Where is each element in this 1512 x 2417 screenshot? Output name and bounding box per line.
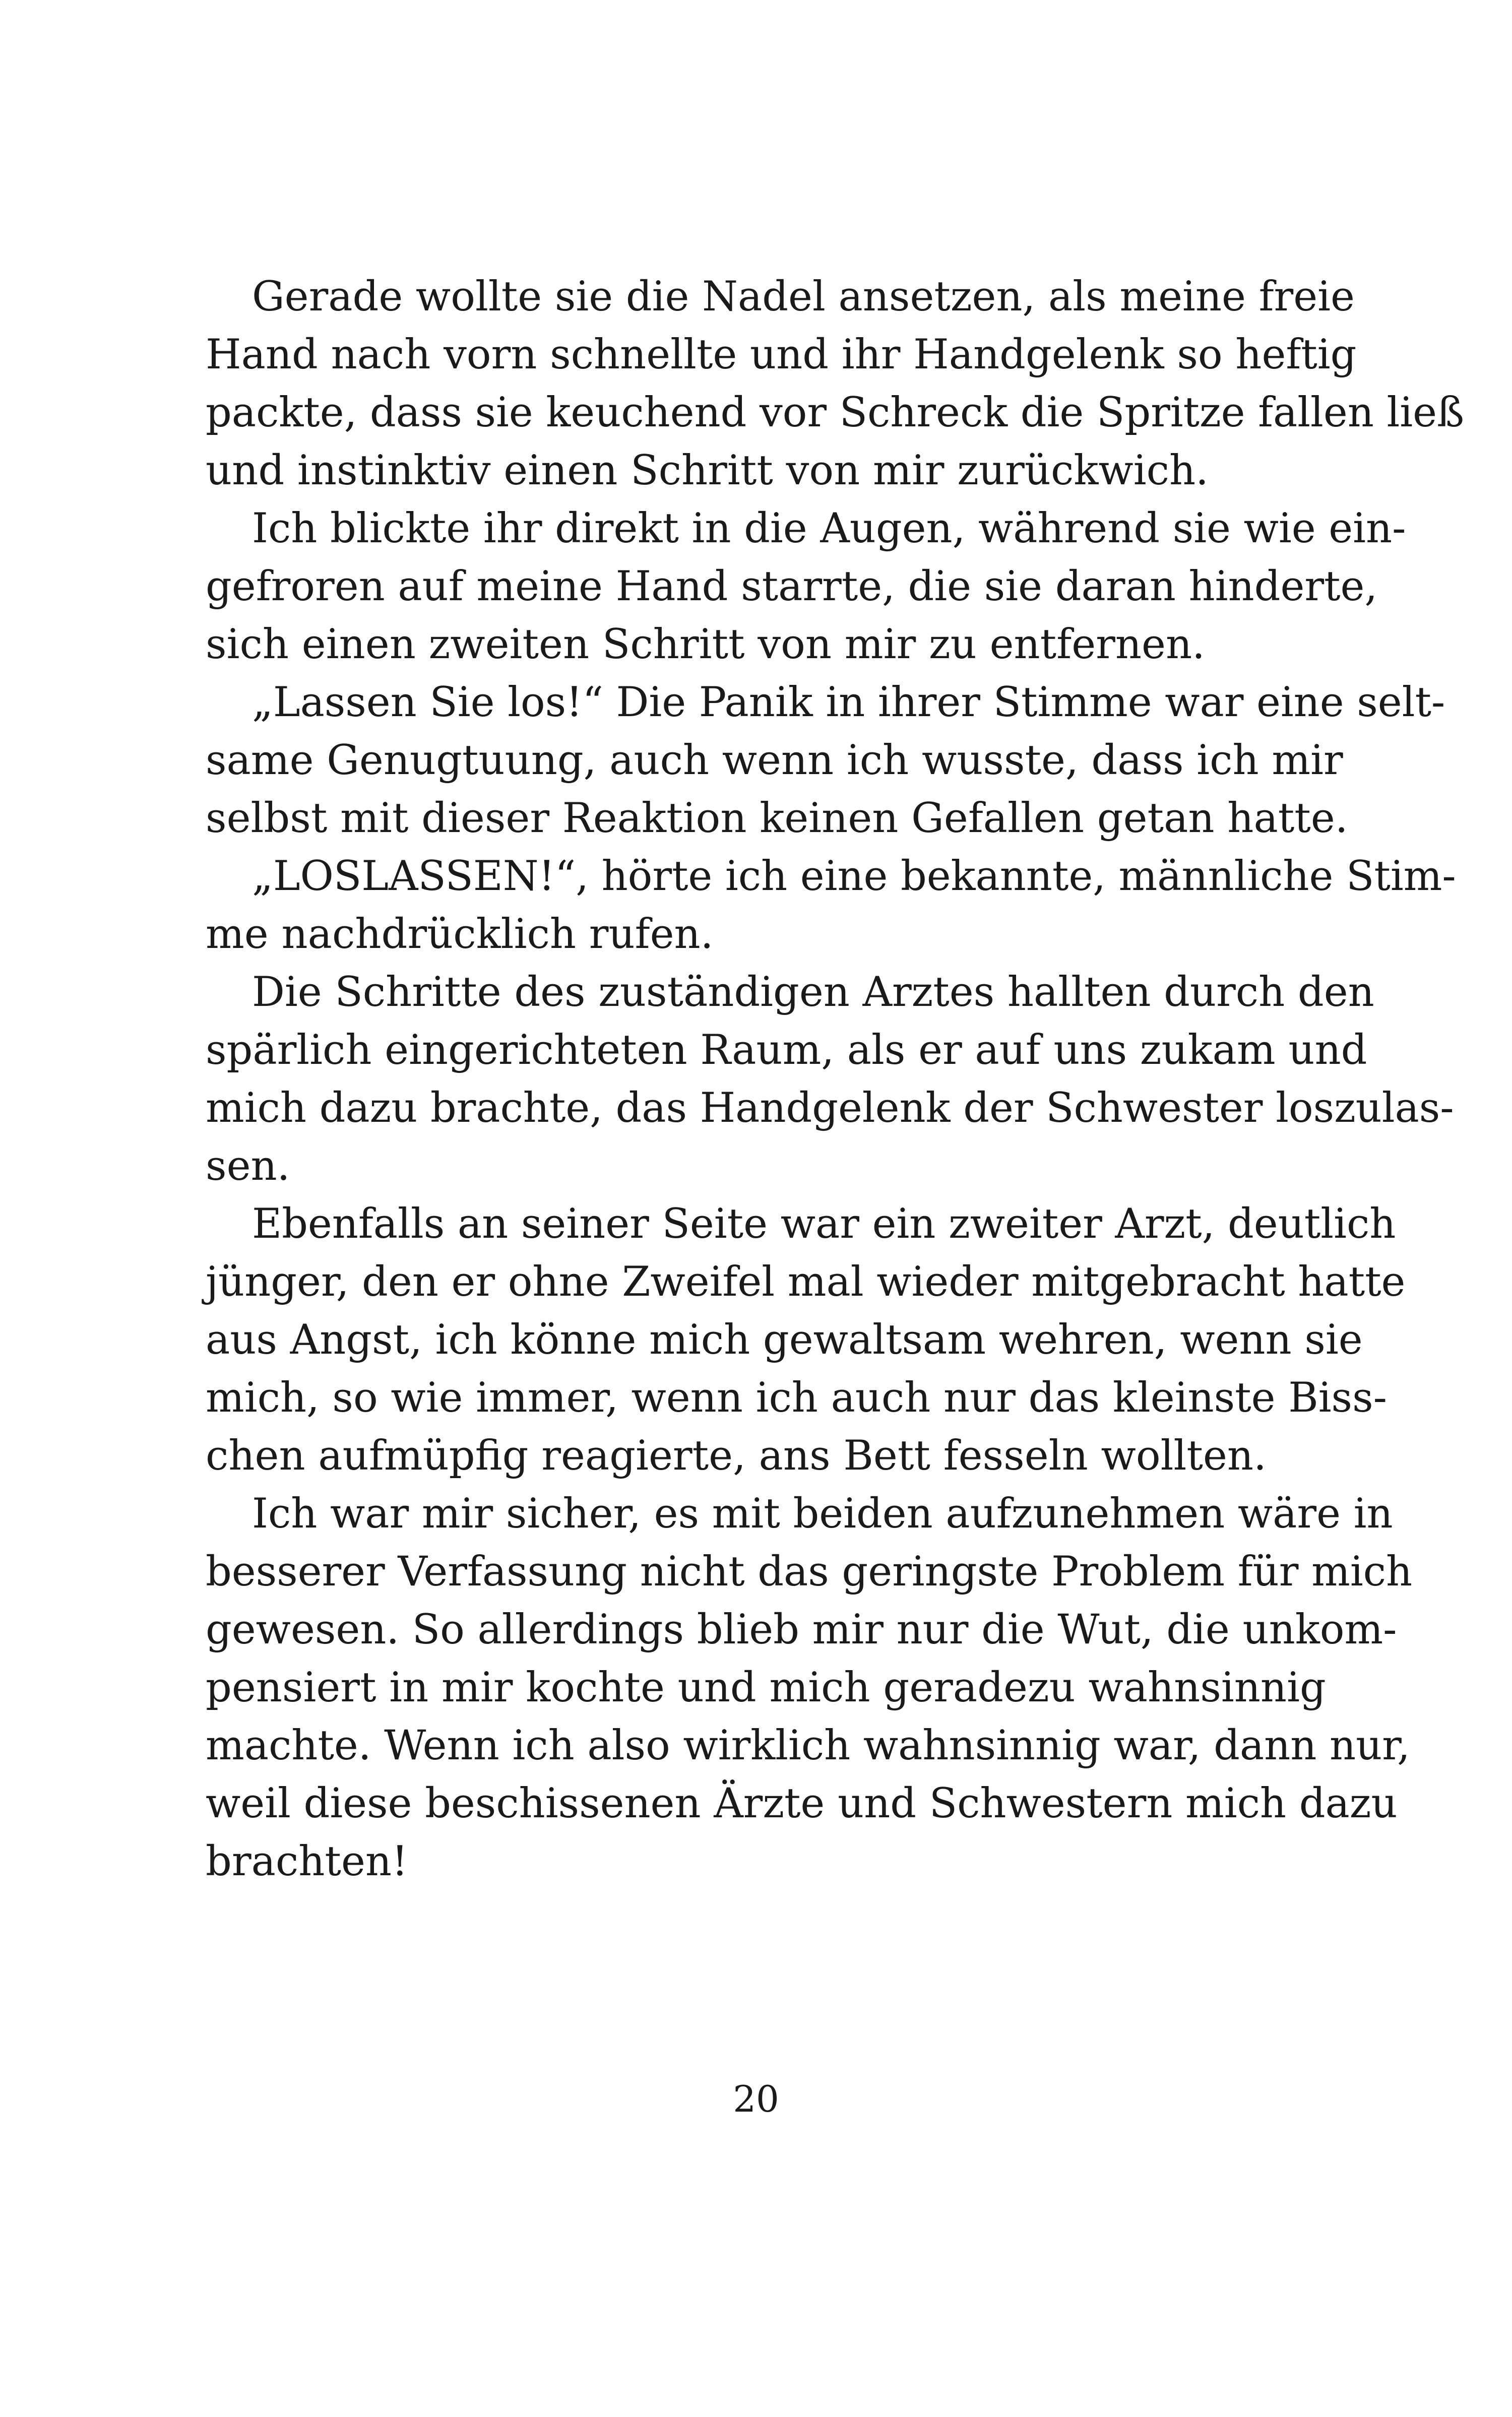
text-line: aus Angst, ich könne mich gewaltsam wehren, wenn sie: [206, 1316, 1363, 1364]
text-line: „LOSLASSEN!“, hörte ich eine bekannte, männliche Stim-: [252, 853, 1456, 900]
text-line: Die Schritte des zuständigen Arztes hallten durch den: [252, 969, 1374, 1016]
text-line: weil diese beschissenen Ärzte und Schwestern mich dazu: [206, 1780, 1398, 1827]
text-line: sich einen zweiten Schritt von mir zu entfernen.: [206, 621, 1205, 668]
text-line: machte. Wenn ich also wirklich wahnsinnig war, dann nur,: [206, 1722, 1410, 1769]
paragraph-5: [206, 964, 1454, 1195]
paragraph-2: [206, 500, 1406, 674]
text-line: Ebenfalls an seiner Seite war ein zweiter Arzt, deutlich: [252, 1200, 1396, 1248]
text-line: besserer Verfassung nicht das geringste Problem für mich: [206, 1548, 1413, 1596]
text-line: Gerade wollte sie die Nadel ansetzen, als meine freie: [252, 273, 1355, 321]
paragraph-4: [206, 848, 1456, 964]
text-line: same Genugtuung, auch wenn ich wusste, dass ich mir: [206, 737, 1343, 784]
text-line: brachten!: [206, 1838, 408, 1885]
paragraph-6: [206, 1195, 1406, 1485]
paragraph-1: [206, 268, 1464, 500]
text-line: mich, so wie immer, wenn ich auch nur das kleinste Biss-: [206, 1374, 1387, 1422]
text-line: pensiert in mir kochte und mich geradezu wahnsinnig: [206, 1664, 1326, 1711]
paragraph-7: [206, 1485, 1413, 1891]
text-line: gefroren auf meine Hand starrte, die sie daran hinderte,: [206, 563, 1378, 610]
text-line: Ich blickte ihr direkt in die Augen, während sie wie ein-: [252, 505, 1406, 552]
text-line: chen aufmüpfig reagierte, ans Bett fesseln wollten.: [206, 1432, 1267, 1480]
text-line: und instinktiv einen Schritt von mir zurückwich.: [206, 447, 1209, 494]
text-line: „Lassen Sie los!“ Die Panik in ihrer Stimme war eine selt-: [252, 679, 1445, 726]
text-line: packte, dass sie keuchend vor Schreck die Spritze fallen ließ: [206, 389, 1464, 436]
paragraph-3: [206, 674, 1445, 848]
text-line: Hand nach vorn schnellte und ihr Handgelenk so heftig: [206, 331, 1357, 378]
text-line: jünger, den er ohne Zweifel mal wieder mitgebracht hatte: [206, 1258, 1406, 1306]
text-line: selbst mit dieser Reaktion keinen Gefallen getan hatte.: [206, 795, 1348, 842]
text-line: spärlich eingerichteten Raum, als er auf uns zukam und: [206, 1027, 1367, 1074]
body-text: [206, 268, 1464, 1891]
text-line: sen.: [206, 1142, 290, 1190]
text-line: Ich war mir sicher, es mit beiden aufzunehmen wäre in: [252, 1490, 1393, 1538]
page-number: 20: [733, 2078, 779, 2120]
text-line: gewesen. So allerdings blieb mir nur die Wut, die unkom-: [206, 1606, 1397, 1653]
text-line: mich dazu brachte, das Handgelenk der Schwester loszulas-: [206, 1085, 1454, 1132]
text-line: me nachdrücklich rufen.: [206, 911, 714, 958]
